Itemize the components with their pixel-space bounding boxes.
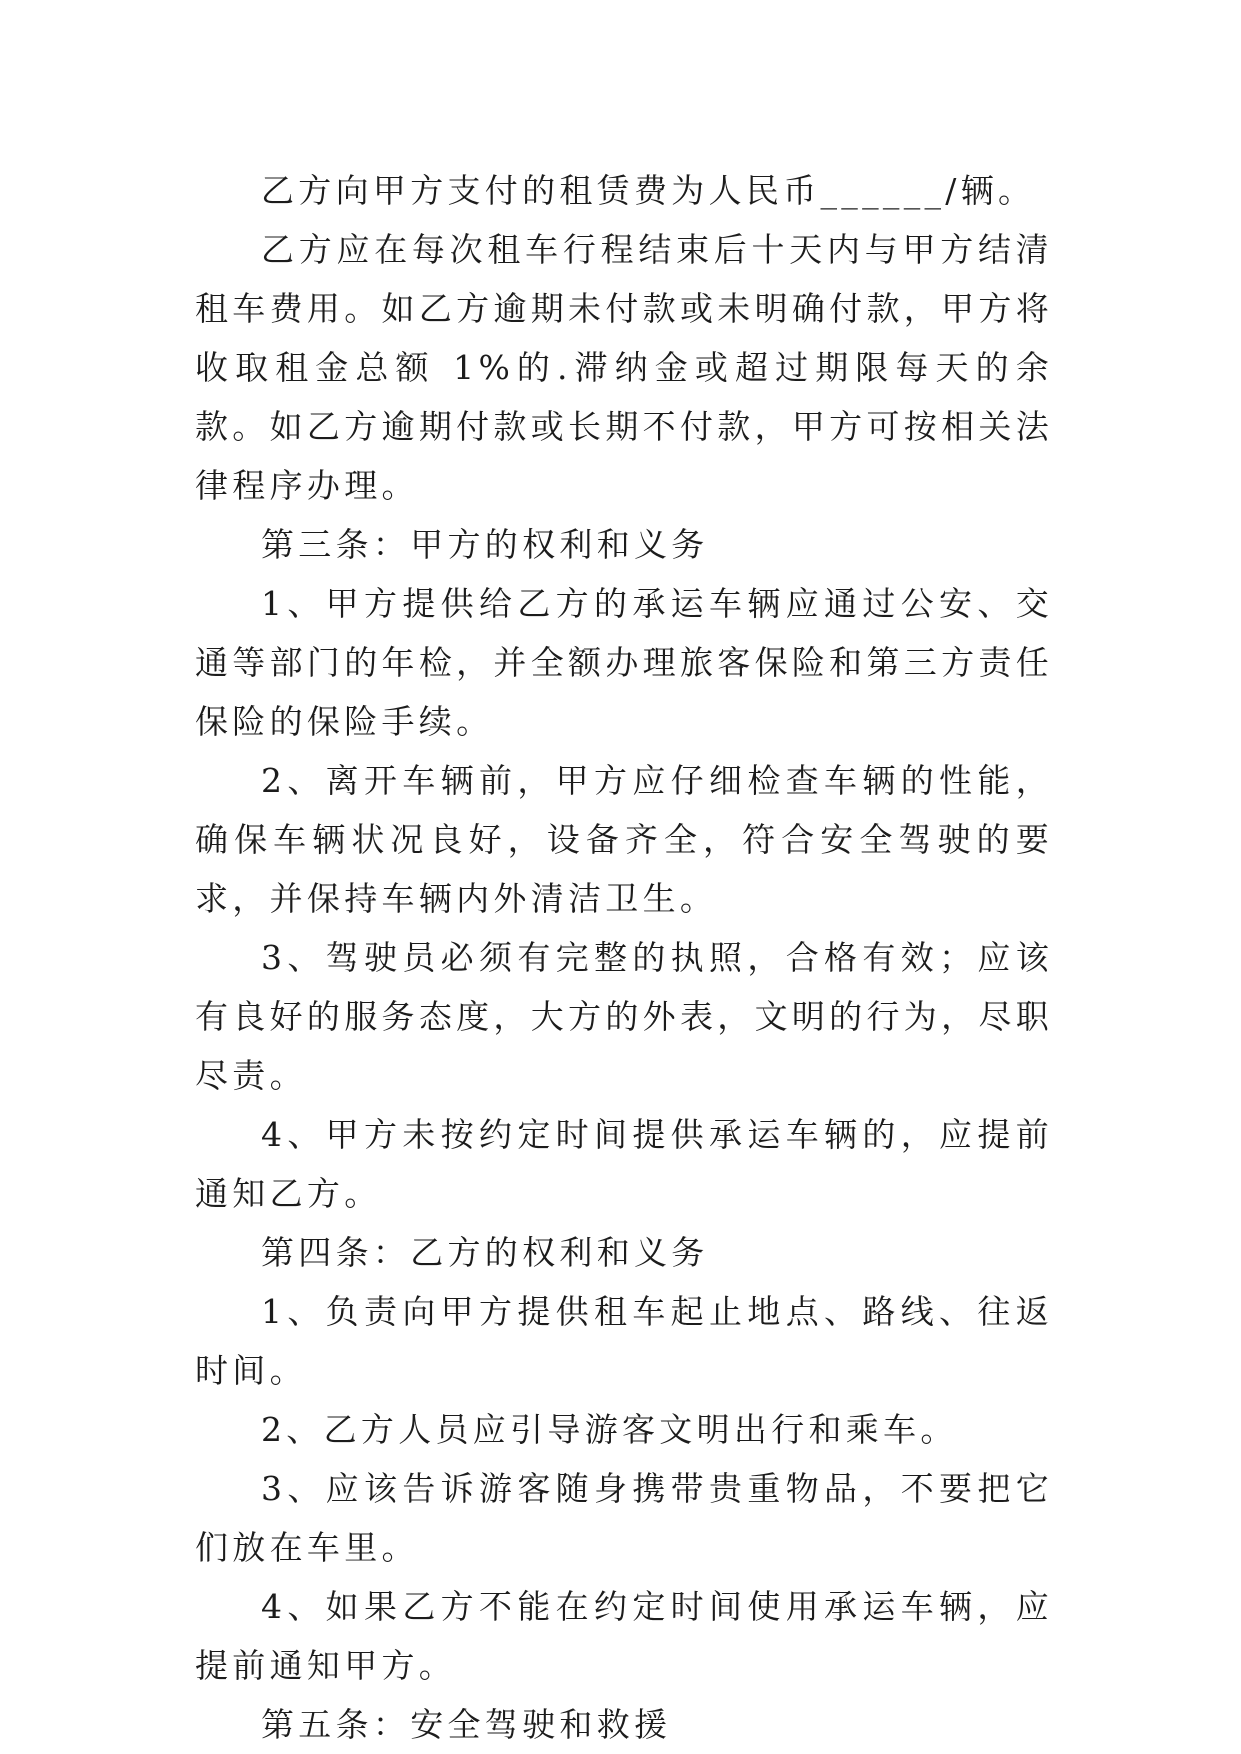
article-3-item-1: 1、甲方提供给乙方的承运车辆应通过公安、交通等部门的年检，并全额办理旅客保险和第三方责任保险的保险手续。 <box>195 584 1053 741</box>
article-5-heading: 第五条：安全驾驶和救援 <box>261 1705 672 1744</box>
article-4-item-2: 2、乙方人员应引导游客文明出行和乘车。 <box>261 1410 958 1449</box>
article-3-item-2: 2、离开车辆前，甲方应仔细检查车辆的性能，确保车辆状况良好，设备齐全，符合安全驾驶的要求，并保持车辆内外清洁卫生。 <box>195 761 1053 918</box>
article-3-item-3: 3、驾驶员必须有完整的执照，合格有效；应该有良好的服务态度，大方的外表，文明的行为，尽职尽责。 <box>195 938 1053 1095</box>
article-4-item-4: 4、如果乙方不能在约定时间使用承运车辆，应提前通知甲方。 <box>195 1587 1053 1685</box>
paragraph-settlement: 乙方应在每次租车行程结束后十天内与甲方结清租车费用。如乙方逾期未付款或未明确付款，甲方将收取租金总额 1%的.滞纳金或超过期限每天的余款。如乙方逾期付款或长期不付款，甲方可按相关法律程序办理。 <box>195 230 1053 505</box>
document-body <box>195 161 1053 1754</box>
article-4-heading: 第四条：乙方的权利和义务 <box>261 1233 709 1272</box>
article-4-item-3: 3、应该告诉游客随身携带贵重物品，不要把它们放在车里。 <box>195 1469 1053 1567</box>
article-3-item-4: 4、甲方未按约定时间提供承运车辆的，应提前通知乙方。 <box>195 1115 1053 1213</box>
article-4-item-1: 1、负责向甲方提供租车起止地点、路线、往返时间。 <box>195 1292 1053 1390</box>
paragraph-rental-fee: 乙方向甲方支付的租赁费为人民币______/辆。 <box>261 171 1036 210</box>
article-3-heading: 第三条：甲方的权利和义务 <box>261 525 709 564</box>
